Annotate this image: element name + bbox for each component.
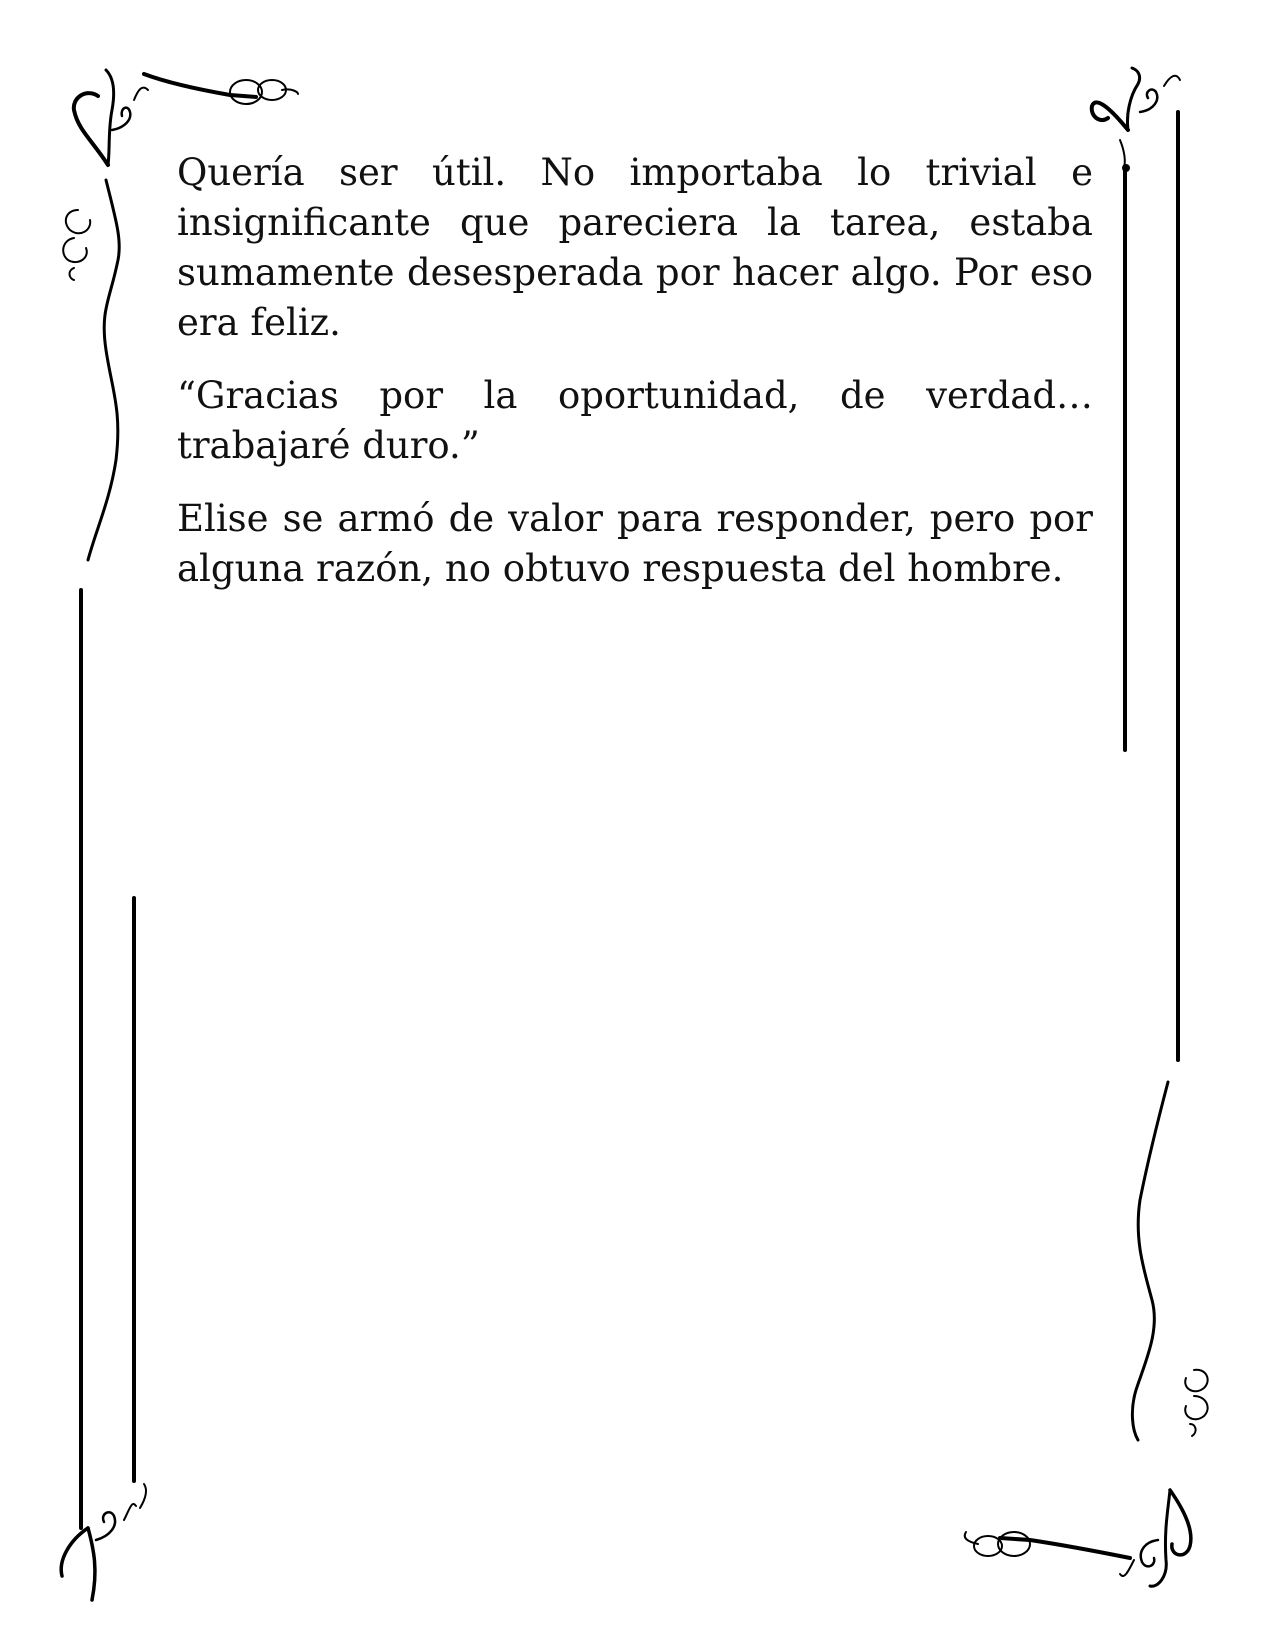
paragraph-2: “Gracias por la oportunidad, de verdad… trabajaré duro.” (177, 374, 1093, 467)
bottom-left-flourish (61, 1484, 146, 1600)
bottom-right-flourish (965, 1082, 1208, 1586)
top-right-flourish (1092, 68, 1180, 172)
paragraph-3: Elise se armó de valor para responder, pero por alguna razón, no obtuvo respuesta del hombre. (177, 497, 1093, 590)
document-body (177, 148, 1093, 617)
paragraph-1: Quería ser útil. No importaba lo trivial e insignificante que pareciera la tarea, estaba sumamente desesperada por hacer algo. Por eso era feliz. (177, 151, 1093, 344)
